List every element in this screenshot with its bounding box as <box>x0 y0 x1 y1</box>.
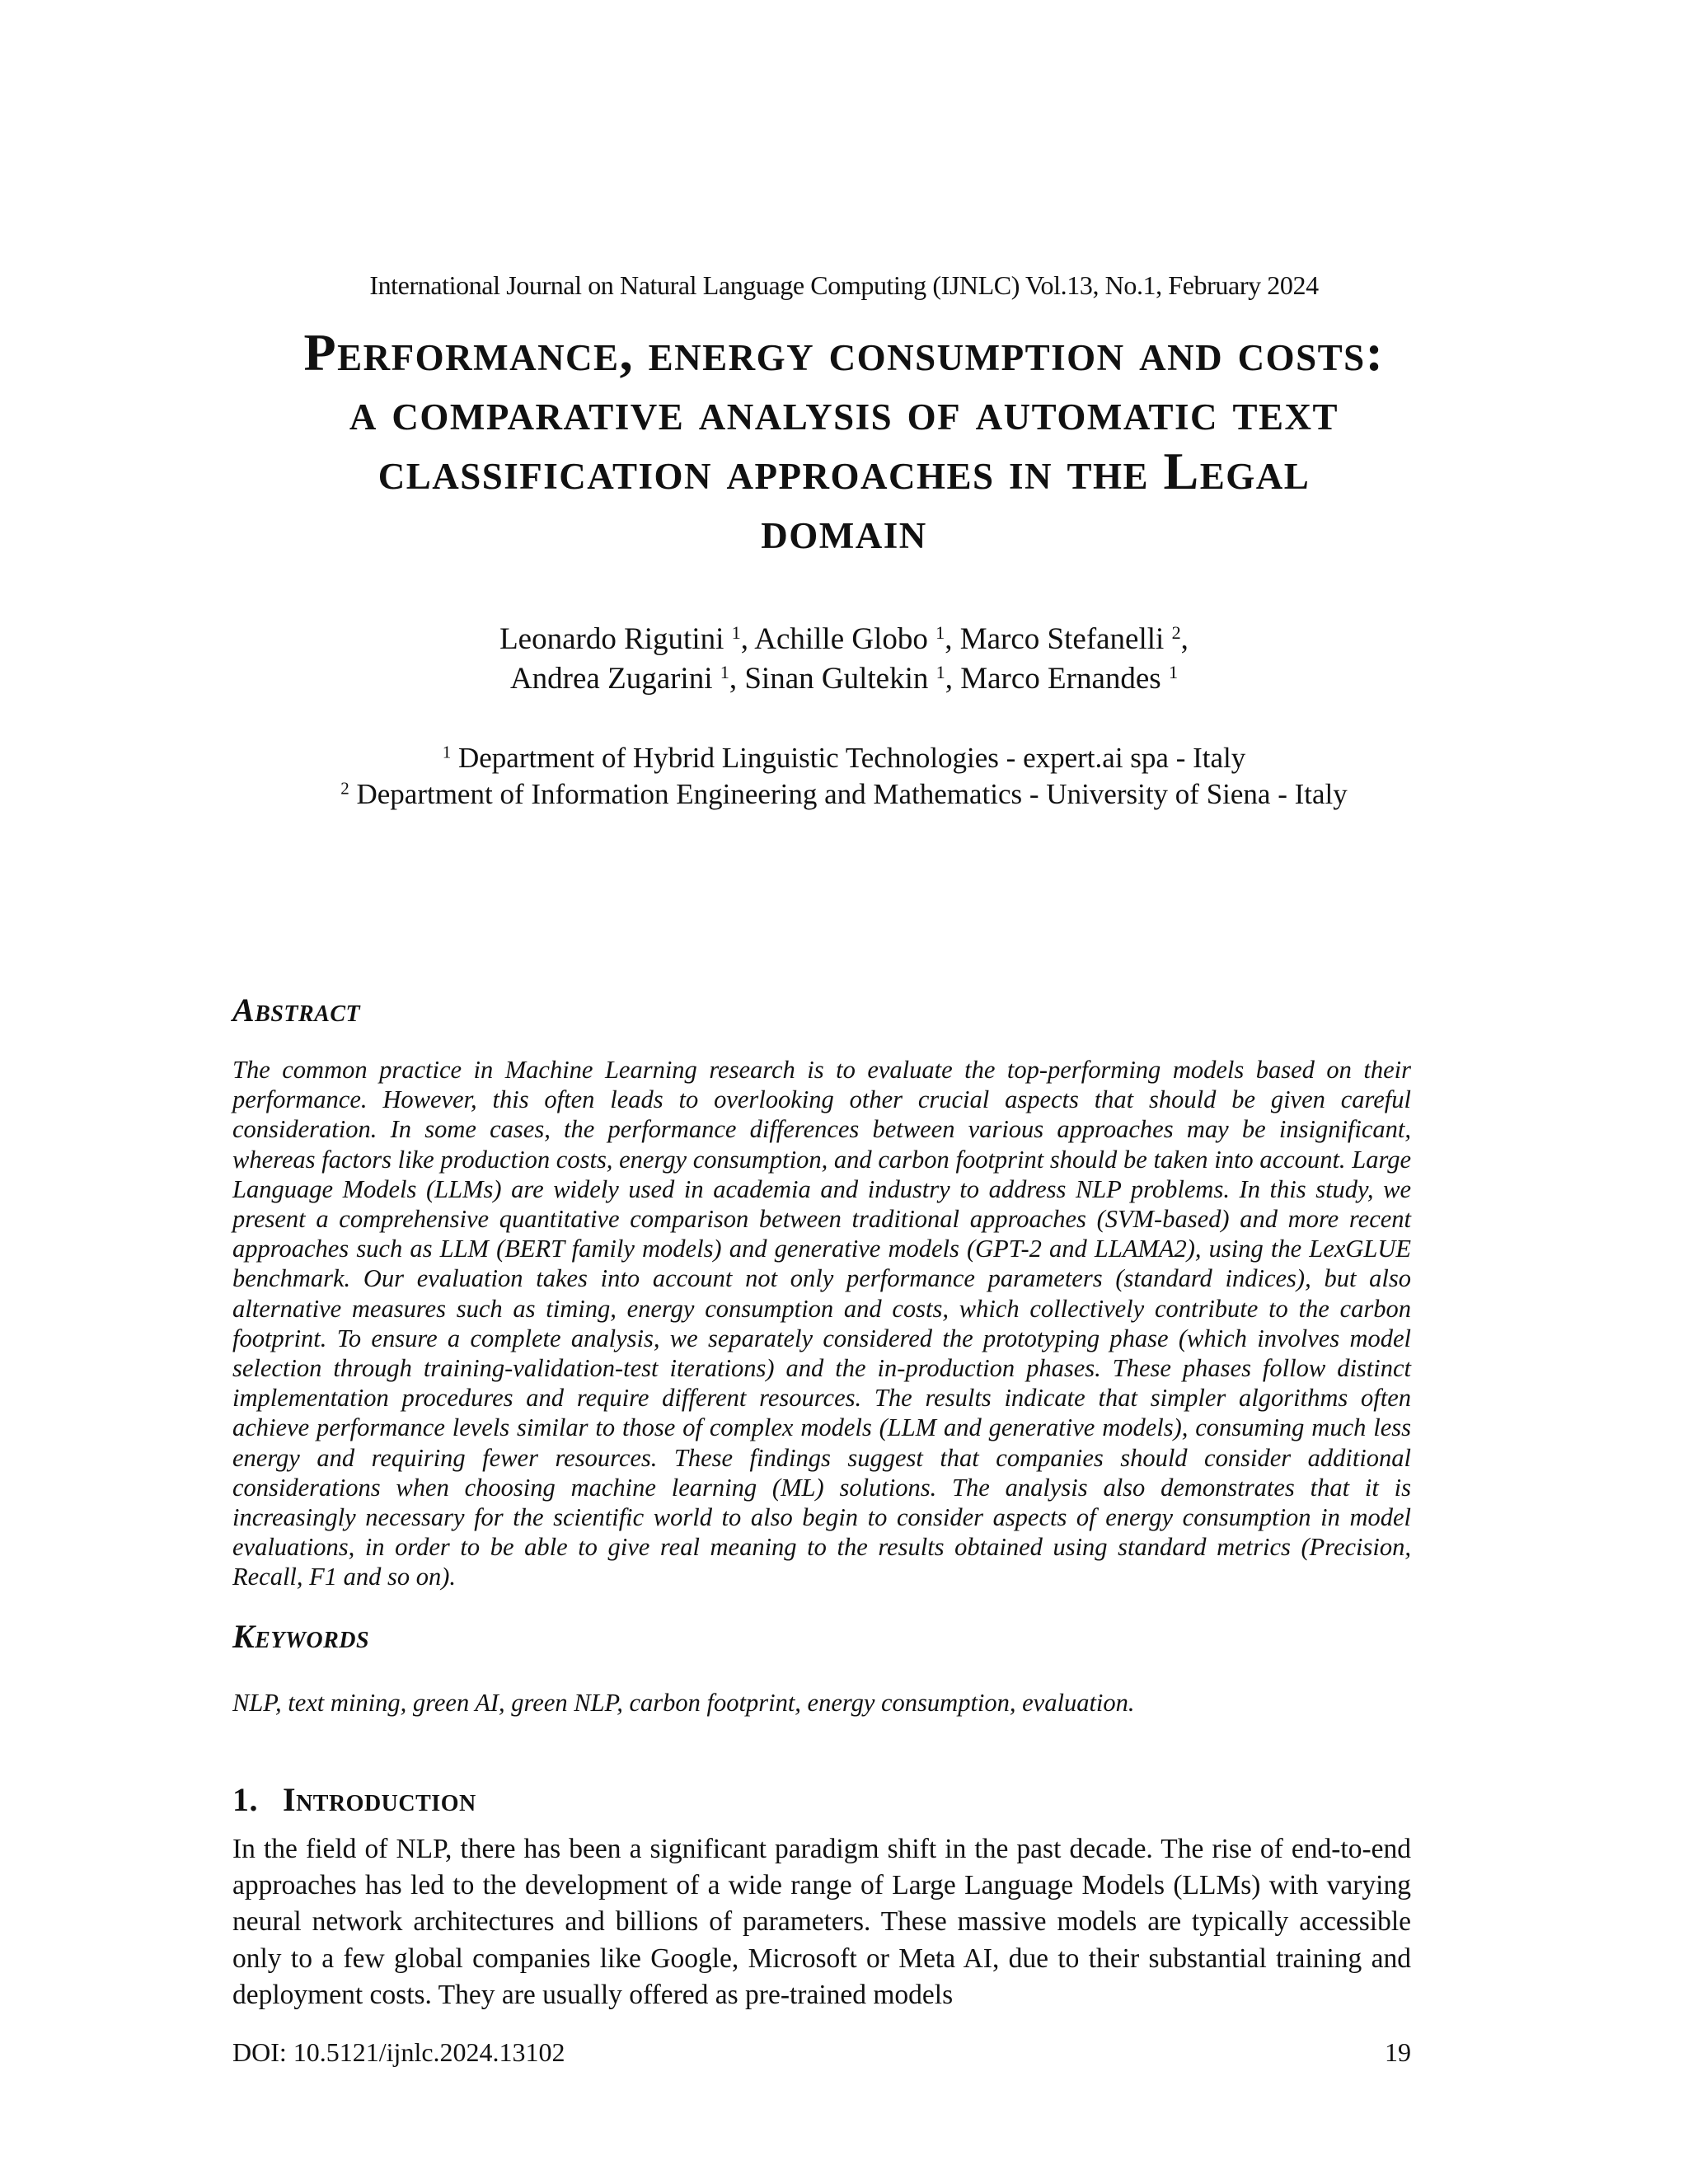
author-affiliation-mark: 1 <box>720 661 729 682</box>
author-separator: , <box>740 622 755 656</box>
author-name: Marco Ernandes <box>960 662 1161 696</box>
author-affiliation-mark: 1 <box>935 661 945 682</box>
author-name: Sinan Gultekin <box>744 662 929 696</box>
title-line-2: a comparative analysis of automatic text <box>349 382 1339 441</box>
page-number: 19 <box>1385 2037 1411 2067</box>
author-line-1 <box>0 620 1688 659</box>
abstract-heading: Abstract <box>232 991 361 1029</box>
keywords-heading: Keywords <box>232 1618 370 1655</box>
affiliation-number: 1 <box>442 742 452 762</box>
author-separator: , <box>945 662 961 696</box>
affiliation-2 <box>0 776 1688 813</box>
title-line-3: classification approaches in the Legal <box>377 442 1311 500</box>
author-affiliation-mark: 1 <box>731 621 741 643</box>
author-affiliation-mark: 1 <box>935 621 945 643</box>
author-affiliation-mark: 2 <box>1171 621 1181 643</box>
author-name: Andrea Zugarini <box>509 662 713 696</box>
abstract-text: The common practice in Machine Learning research is to evaluate the top-performing models based on their performance. However, this often leads to overlooking other crucial aspects that should be given careful consideration. In some cases, the performance differences between various approaches may be insignificant, whereas factors like production costs, energy consumption, and carbon footprint should be taken into account. Large Language Models (LLMs) are widely used in academia and industry to address NLP problems. In this study, we present a comprehensive quantitative comparison between traditional approaches (SVM-based) and more recent approaches such as LLM (BERT family models) and generative models (GPT-2 and LLAMA2), using the LexGLUE benchmark. Our evaluation takes into account not only performance parameters (standard indices), but also alternative measures such as timing, energy consumption and costs, which collectively contribute to the carbon footprint. To ensure a complete analysis, we separately considered the prototyping phase (which involves model selection through training-validation-test iterations) and the in-production phases. These phases follow distinct implementation procedures and require different resources. The results indicate that simpler algorithms often achieve performance levels similar to those of complex models (LLM and generative models), consuming much less energy and requiring fewer resources. These findings suggest that companies should consider additional considerations when choosing machine learning (ML) solutions. The analysis also demonstrates that it is increasingly necessary for the scientific world to also begin to consider aspects of energy consumption in model evaluations, in order to be able to give real meaning to the results obtained using standard metrics (Precision, Recall, F1 and so on). <box>232 1056 1411 1591</box>
introduction-heading <box>232 1780 476 1819</box>
title-line-1: Performance, energy consumption and costs: <box>303 323 1385 382</box>
journal-header: International Journal on Natural Language Computing (IJNLC) Vol.13, No.1, February 2024 <box>369 270 1319 300</box>
author-list <box>0 620 1688 699</box>
title-line-4: domain <box>761 501 927 560</box>
section-number: 1. <box>232 1781 258 1818</box>
keywords-text: NLP, text mining, green AI, green NLP, carbon footprint, energy consumption, evaluation. <box>232 1689 1135 1717</box>
affiliation-text: Department of Information Engineering and Mathematics - University of Siena - Italy <box>356 778 1348 810</box>
author-separator: , <box>1180 622 1189 656</box>
author-separator: , <box>729 662 745 696</box>
author-separator: , <box>945 622 960 656</box>
affiliation-1 <box>0 740 1688 776</box>
author-affiliation-mark: 1 <box>1168 661 1179 682</box>
paper-title <box>214 323 1474 560</box>
introduction-text: In the field of NLP, there has been a significant paradigm shift in the past decade. The rise of end-to-end approaches has led to the development of a wide range of Large Language Models (LLMs) with varying neural network architectures and billions of parameters. These massive models are typically accessible only to a few global companies like Google, Microsoft or Meta AI, due to their substantial training and deployment costs. They are usually offered as pre-trained models <box>232 1834 1411 2010</box>
affiliation-number: 2 <box>340 778 349 799</box>
author-line-2 <box>0 659 1688 699</box>
author-name: Leonardo Rigutini <box>499 622 724 656</box>
section-title: Introduction <box>283 1781 476 1818</box>
author-name: Achille Globo <box>754 622 928 656</box>
affiliation-list <box>0 740 1688 813</box>
doi-footer: DOI: 10.5121/ijnlc.2024.13102 <box>232 2037 565 2067</box>
affiliation-text: Department of Hybrid Linguistic Technologies - expert.ai spa - Italy <box>458 742 1246 774</box>
author-name: Marco Stefanelli <box>959 622 1165 656</box>
